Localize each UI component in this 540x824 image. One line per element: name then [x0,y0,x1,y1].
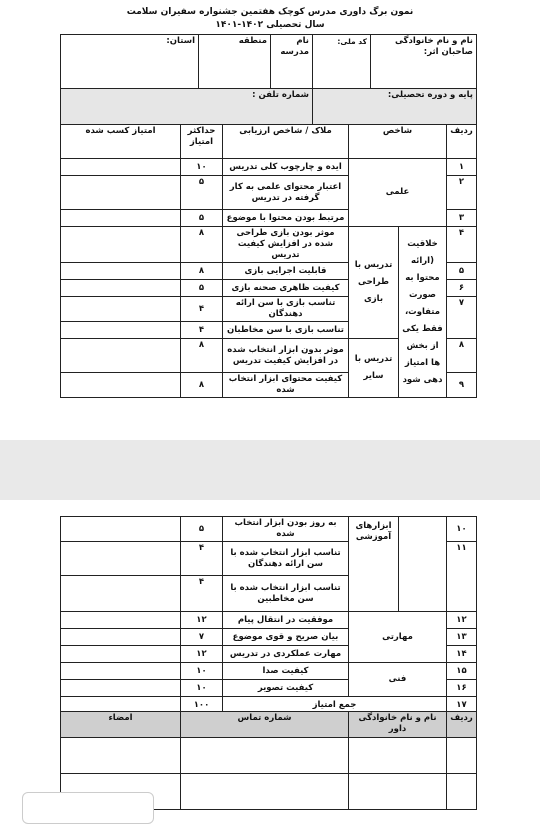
criteria-cell: ایده و چارچوب کلی تدریس [223,159,349,176]
max-score-cell: ۱۰ [181,159,223,176]
earned-score-cell [61,629,181,646]
max-score-cell: ۵ [181,280,223,297]
max-score-cell: ۸ [181,339,223,373]
table-row [61,227,477,263]
creativity-continued [399,517,447,612]
group-teach-other: تدریس با سایر [349,339,399,398]
total-label: جمع امتیاز [223,697,447,714]
table-row [61,612,477,629]
table-row [61,663,477,680]
criteria-cell: موفقیت در انتقال پیام [223,612,349,629]
judge-cell [61,738,181,774]
group-teach-game: تدریس با طراحی بازی [349,227,399,339]
max-score-cell: ۱۲ [181,646,223,663]
row-number: ۹ [447,373,477,398]
participant-name-label: نام و نام خانوادگی صاحبان اثر: [394,36,473,57]
criteria-cell: اعتبار محتوای علمی به کار گرفته در تدریس [223,176,349,210]
max-score-cell: ۸ [181,373,223,398]
earned-score-cell [61,322,181,339]
row-number: ۱۴ [447,646,477,663]
group-skill: مهارتی [349,612,447,663]
judge-row [61,738,477,774]
earned-score-cell [61,339,181,373]
grade-label: پایه و دوره تحصیلی: [387,90,473,100]
criteria-cell: مرتبط بودن محتوا با موضوع [223,210,349,227]
max-score-cell: ۸ [181,263,223,280]
row-number: ۱۰ [447,517,477,542]
header-max-score: حداکثر امتیاز [181,125,223,159]
criteria-cell: بیان صریح و قوی موضوع [223,629,349,646]
row-number: ۶ [447,280,477,297]
header-row-num: ردیف [447,125,477,159]
judges-header-signature: امضاء [61,712,181,738]
earned-score-cell [61,576,181,612]
row-number: ۱۱ [447,542,477,612]
earned-score-cell [61,542,181,576]
earned-score-cell [61,663,181,680]
region-cell [199,35,271,89]
school-label: نام مدرسه [280,36,309,57]
row-number: ۴ [447,227,477,263]
criteria-cell: کیفیت محتوای ابزار انتخاب شده [223,373,349,398]
header-criteria: ملاک / شاخص ارزیابی [223,125,349,159]
national-code-label: کد ملی: [337,37,367,46]
grade-cell [313,89,477,125]
participant-name-cell [371,35,477,89]
row-number: ۱۷ [447,697,477,714]
max-score-cell: ۵ [181,210,223,227]
region-label: منطقه [238,36,267,46]
row-number: ۵ [447,263,477,280]
criteria-cell: تناسب بازی با سن مخاطبان [223,322,349,339]
row-number: ۲ [447,176,477,210]
page-gap [0,440,540,500]
judge-cell [447,774,477,810]
judges-header-row-num: ردیف [447,712,477,738]
max-score-cell: ۴ [181,542,223,576]
total-max-score: ۱۰۰ [181,697,223,714]
max-score-cell: ۵ [181,517,223,542]
national-code-cell [313,35,371,89]
row-number: ۱۳ [447,629,477,646]
max-score-cell: ۴ [181,297,223,322]
max-score-cell: ۱۲ [181,612,223,629]
earned-score-cell [61,227,181,263]
judges-header-row [61,712,477,738]
province-label: استان: [166,36,195,46]
info-table [60,34,477,125]
row-number: ۱۶ [447,680,477,697]
earned-score-cell [61,263,181,280]
academic-year: سال تحصیلی ۱۴۰۲-۱۴۰۱ [215,20,325,30]
max-score-cell: ۱۰ [181,680,223,697]
judge-cell [349,738,447,774]
table-row [61,159,477,176]
row-number: ۷ [447,297,477,339]
earned-score-cell [61,210,181,227]
criteria-cell: موثر بودن بازی طراحی شده در افزایش کیفیت تدریس [223,227,349,263]
phone-cell [61,89,313,125]
max-score-cell: ۴ [181,322,223,339]
earned-score-cell [61,297,181,322]
earned-score-cell [61,280,181,297]
row-number: ۳ [447,210,477,227]
group-technical: فنی [349,663,447,697]
header-earned-score: امتیاز کسب شده [61,125,181,159]
max-score-cell: ۵ [181,176,223,210]
criteria-cell: تناسب بازی با سن ارائه دهندگان [223,297,349,322]
form-page-2 [0,500,540,808]
max-score-cell: ۷ [181,629,223,646]
phone-label: شماره تلفن : [252,90,309,100]
earned-score-cell [61,176,181,210]
criteria-cell: تناسب ابزار انتخاب شده با سن مخاطبین [223,576,349,612]
criteria-cell: کیفیت ظاهری صحنه بازی [223,280,349,297]
row-number: ۱ [447,159,477,176]
row-number: ۸ [447,339,477,373]
scoring-table-continued [60,516,477,714]
max-score-cell: ۸ [181,227,223,263]
max-score-cell: ۴ [181,576,223,612]
group-edu-tools: ابزارهای آموزشی [349,517,399,612]
earned-score-cell [61,680,181,697]
judges-header-phone: شماره تماس [181,712,349,738]
overlay-box [22,792,154,824]
criteria-cell: تناسب ابزار انتخاب شده با سن ارائه دهندگان [223,542,349,576]
criteria-cell: قابلیت اجرایی بازی [223,263,349,280]
judge-cell [349,774,447,810]
earned-score-cell [61,159,181,176]
judge-cell [181,738,349,774]
criteria-cell: مهارت عملکردی در تدریس [223,646,349,663]
max-score-cell: ۱۰ [181,663,223,680]
earned-score-cell [61,646,181,663]
table-row [61,517,477,542]
earned-score-cell [61,373,181,398]
scoring-table [60,124,477,398]
criteria-cell: کیفیت تصویر [223,680,349,697]
row-number: ۱۲ [447,612,477,629]
judge-cell [181,774,349,810]
earned-score-cell [61,612,181,629]
criteria-cell: موثر بدون ابزار انتخاب شده در افزایش کیفیت تدریس [223,339,349,373]
scoring-header-row [61,125,477,159]
judges-header-name: نام و نام خانوادگی داور [349,712,447,738]
form-title: نمون برگ داوری مدرس کوچک هفتمین جشنواره سفیران سلامت [126,7,414,17]
earned-score-cell [61,517,181,542]
group-creativity: خلاقیت (ارائه محتوا به صورت متفاوت، فقط یکی از بخش ها امتیاز دهی شود [399,227,447,398]
row-number: ۱۵ [447,663,477,680]
header-indicator: شاخص [349,125,447,159]
criteria-cell: به روز بودن ابزار انتخاب شده [223,517,349,542]
group-scientific: علمی [349,159,447,227]
criteria-cell: کیفیت صدا [223,663,349,680]
judge-cell [447,738,477,774]
province-cell [61,35,199,89]
school-cell [271,35,313,89]
